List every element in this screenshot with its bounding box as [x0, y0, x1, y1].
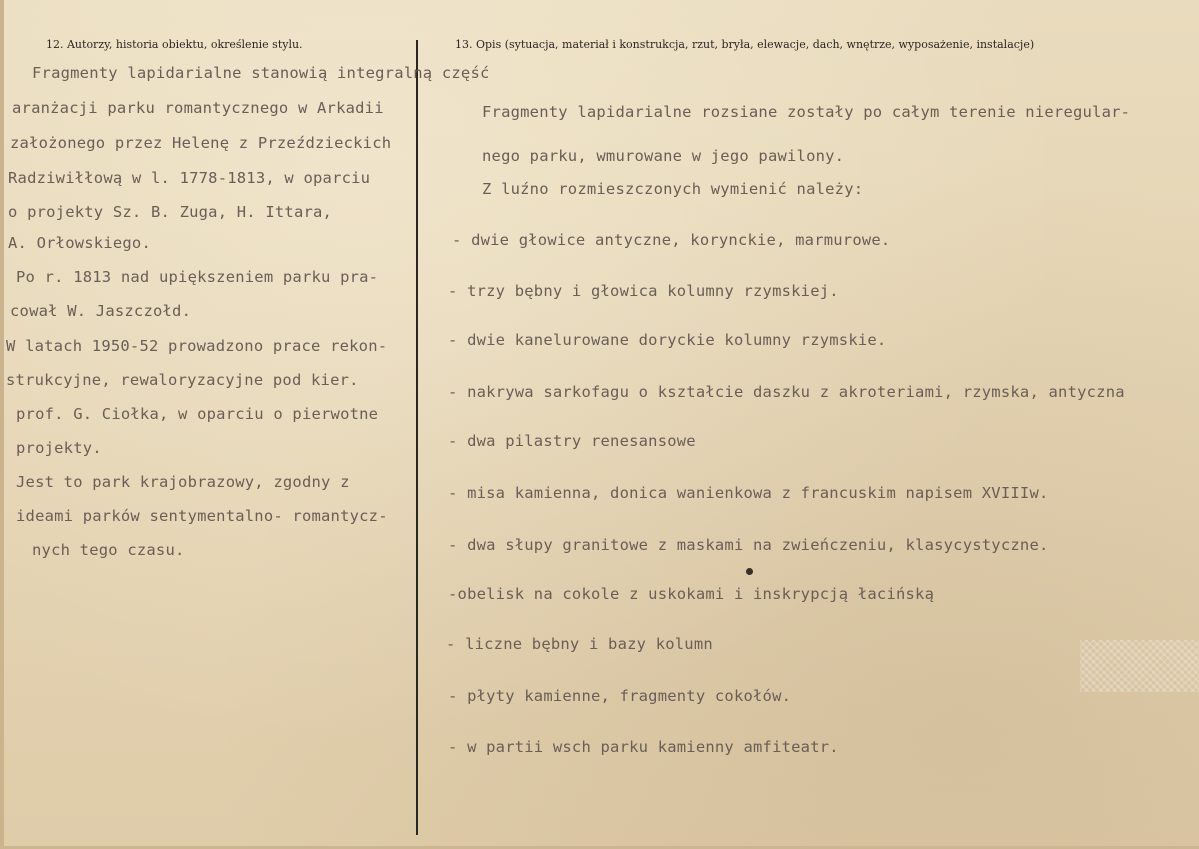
embossed-stamp-mark: [1080, 640, 1199, 692]
right-line: Z luźno rozmieszczonych wymienić należy:: [482, 180, 864, 198]
left-line: Po r. 1813 nad upiększeniem parku pra-: [16, 268, 379, 286]
right-line: Fragmenty lapidarialne rozsiane zostały po całym terenie nieregular-: [482, 103, 1131, 121]
left-line: założonego przez Helenę z Przeździeckich: [10, 134, 392, 152]
right-line: - liczne bębny i bazy kolumn: [446, 635, 713, 653]
column-divider: [416, 40, 418, 835]
right-line: nego parku, wmurowane w jego pawilony.: [482, 147, 845, 165]
left-line: prof. G. Ciołka, w oparciu o pierwotne: [16, 405, 379, 423]
left-line: ideami parków sentymentalno- romantycz-: [16, 507, 388, 525]
right-line: -obelisk na cokole z uskokami i inskrypcją łacińską: [448, 585, 935, 603]
left-line: A. Orłowskiego.: [8, 234, 151, 252]
left-line: nych tego czasu.: [32, 541, 185, 559]
section-heading-description: 13. Opis (sytuacja, materiał i konstrukcja, rzut, bryła, elewacje, dach, wnętrze, wyposażenie, instalacje): [455, 38, 1035, 51]
right-line: - dwa pilastry renesansowe: [448, 432, 696, 450]
right-line: - dwa słupy granitowe z maskami na zwieńczeniu, klasycystyczne.: [448, 536, 1049, 554]
right-line: - w partii wsch parku kamienny amfiteatr.: [448, 738, 839, 756]
right-line: - dwie głowice antyczne, korynckie, marmurowe.: [452, 231, 891, 249]
ink-dot: [746, 568, 753, 575]
left-line: Jest to park krajobrazowy, zgodny z: [16, 473, 350, 491]
left-line: strukcyjne, rewaloryzacyjne pod kier.: [6, 371, 359, 389]
left-line: Fragmenty lapidarialne stanowią integralną część: [32, 64, 490, 82]
left-line: Radziwiłłową w l. 1778-1813, w oparciu: [8, 169, 371, 187]
left-line: W latach 1950-52 prowadzono prace rekon-: [6, 337, 388, 355]
right-line: - nakrywa sarkofagu o kształcie daszku z akroteriami, rzymska, antyczna: [448, 383, 1125, 401]
left-line: o projekty Sz. B. Zuga, H. Ittara,: [8, 203, 333, 221]
left-line: projekty.: [16, 439, 102, 457]
card-left-edge: [0, 0, 4, 849]
right-line: - trzy bębny i głowica kolumny rzymskiej.: [448, 282, 839, 300]
right-line: - misa kamienna, donica wanienkowa z francuskim napisem XVIIIw.: [448, 484, 1049, 502]
left-line: aranżacji parku romantycznego w Arkadii: [12, 99, 384, 117]
right-line: - płyty kamienne, fragmenty cokołów.: [448, 687, 792, 705]
right-line: - dwie kanelurowane doryckie kolumny rzymskie.: [448, 331, 887, 349]
left-line: cował W. Jaszczołd.: [10, 302, 192, 320]
section-heading-authors-history: 12. Autorzy, historia obiektu, określenie stylu.: [46, 38, 303, 51]
